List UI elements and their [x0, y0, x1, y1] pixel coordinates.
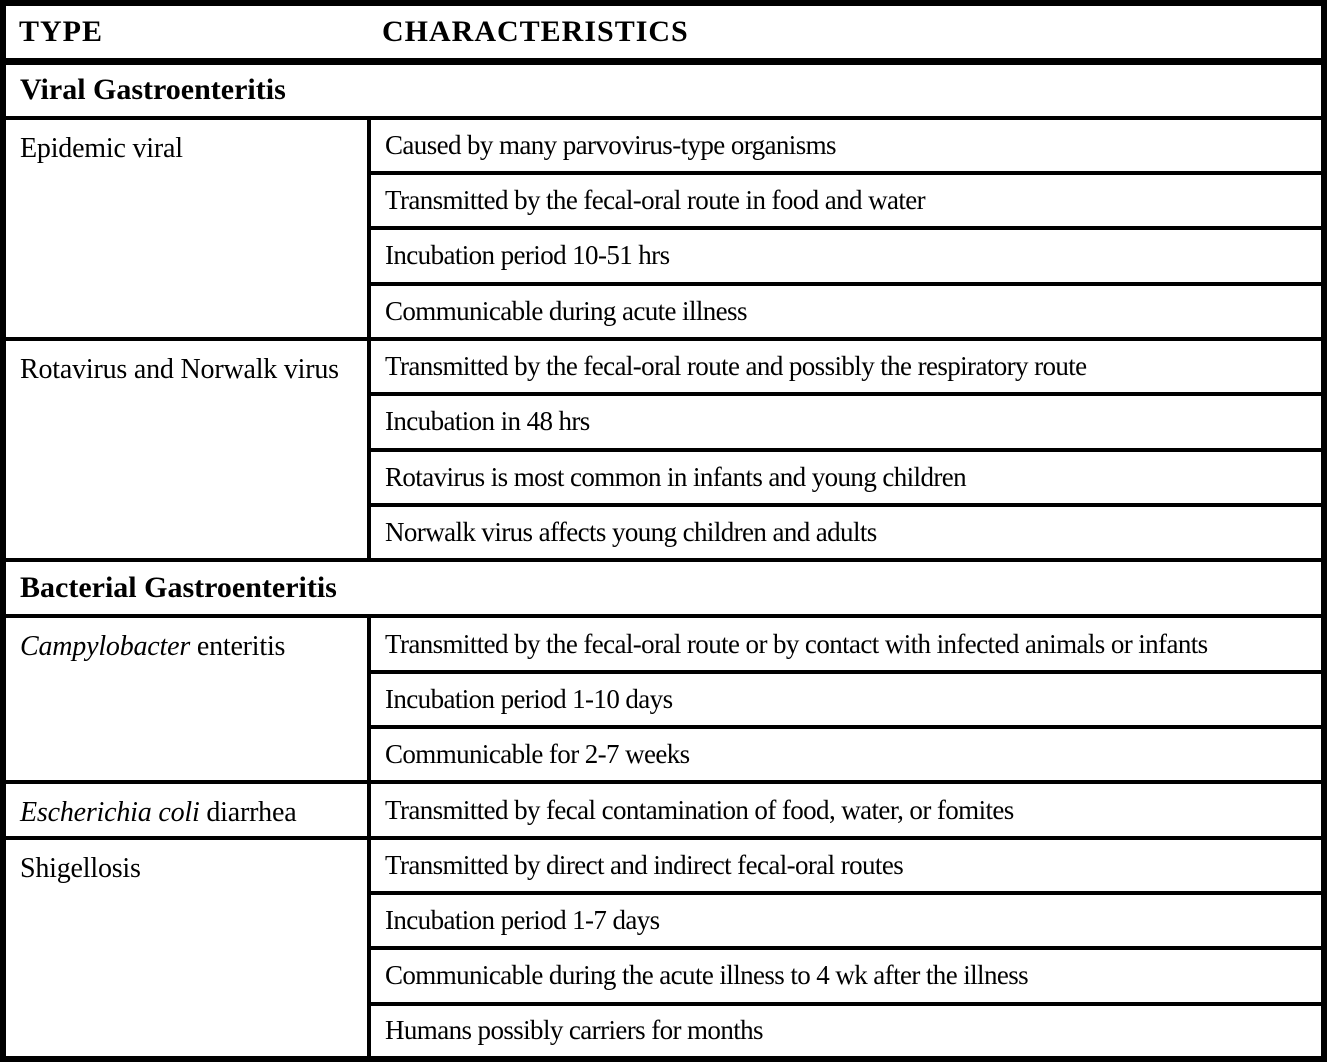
- characteristic-cell: Transmitted by the fecal-oral route or by contact with infected animals or infants: [369, 616, 1324, 671]
- section-title-bacterial: Bacterial Gastroenteritis: [3, 560, 1324, 616]
- characteristic-cell: Humans possibly carriers for months: [369, 1004, 1324, 1059]
- type-genus-italic: Campylobacter: [20, 631, 191, 663]
- section-header-row-bacterial: [3, 560, 1324, 616]
- type-name: Epidemic viral: [20, 132, 183, 164]
- table-row: [3, 616, 1324, 671]
- type-name: Shigellosis: [20, 852, 141, 884]
- table-header-row: [3, 3, 1324, 61]
- characteristic-cell: Communicable for 2-7 weeks: [369, 727, 1324, 782]
- characteristic-cell: Transmitted by the fecal-oral route in food and water: [369, 173, 1324, 228]
- type-cell-campylobacter: [3, 616, 369, 782]
- characteristic-cell: Incubation in 48 hrs: [369, 394, 1324, 449]
- type-cell-epidemic-viral: [3, 118, 369, 339]
- characteristic-cell: Incubation period 1-10 days: [369, 672, 1324, 727]
- characteristic-cell: Norwalk virus affects young children and adults: [369, 505, 1324, 560]
- table-row: [3, 782, 1324, 837]
- table-row: [3, 118, 1324, 173]
- characteristic-cell: Incubation period 1-7 days: [369, 893, 1324, 948]
- characteristic-cell: Incubation period 10-51 hrs: [369, 228, 1324, 283]
- type-name: diarrhea: [199, 797, 297, 829]
- characteristic-cell: Transmitted by the fecal-oral route and possibly the respiratory route: [369, 339, 1324, 394]
- characteristic-cell: Transmitted by direct and indirect fecal-oral routes: [369, 838, 1324, 893]
- table-row: [3, 838, 1324, 893]
- characteristic-cell: Transmitted by fecal contamination of food, water, or fomites: [369, 782, 1324, 837]
- type-genus-italic: Escherichia coli: [20, 797, 200, 829]
- column-header-characteristics: CHARACTERISTICS: [369, 3, 1324, 61]
- column-header-type: TYPE: [3, 3, 369, 61]
- type-cell-e-coli: [3, 782, 369, 837]
- table-row: [3, 339, 1324, 394]
- type-cell-shigellosis: [3, 838, 369, 1059]
- type-cell-rotavirus-norwalk: [3, 339, 369, 560]
- characteristic-cell: Communicable during acute illness: [369, 284, 1324, 339]
- characteristic-cell: Caused by many parvovirus-type organisms: [369, 118, 1324, 173]
- type-name: Rotavirus and Norwalk virus: [20, 353, 339, 385]
- characteristic-cell: Rotavirus is most common in infants and young children: [369, 450, 1324, 505]
- section-header-row-viral: [3, 61, 1324, 117]
- characteristic-cell: Communicable during the acute illness to 4 wk after the illness: [369, 948, 1324, 1003]
- section-title-viral: Viral Gastroenteritis: [3, 61, 1324, 117]
- type-name: enteritis: [190, 631, 286, 663]
